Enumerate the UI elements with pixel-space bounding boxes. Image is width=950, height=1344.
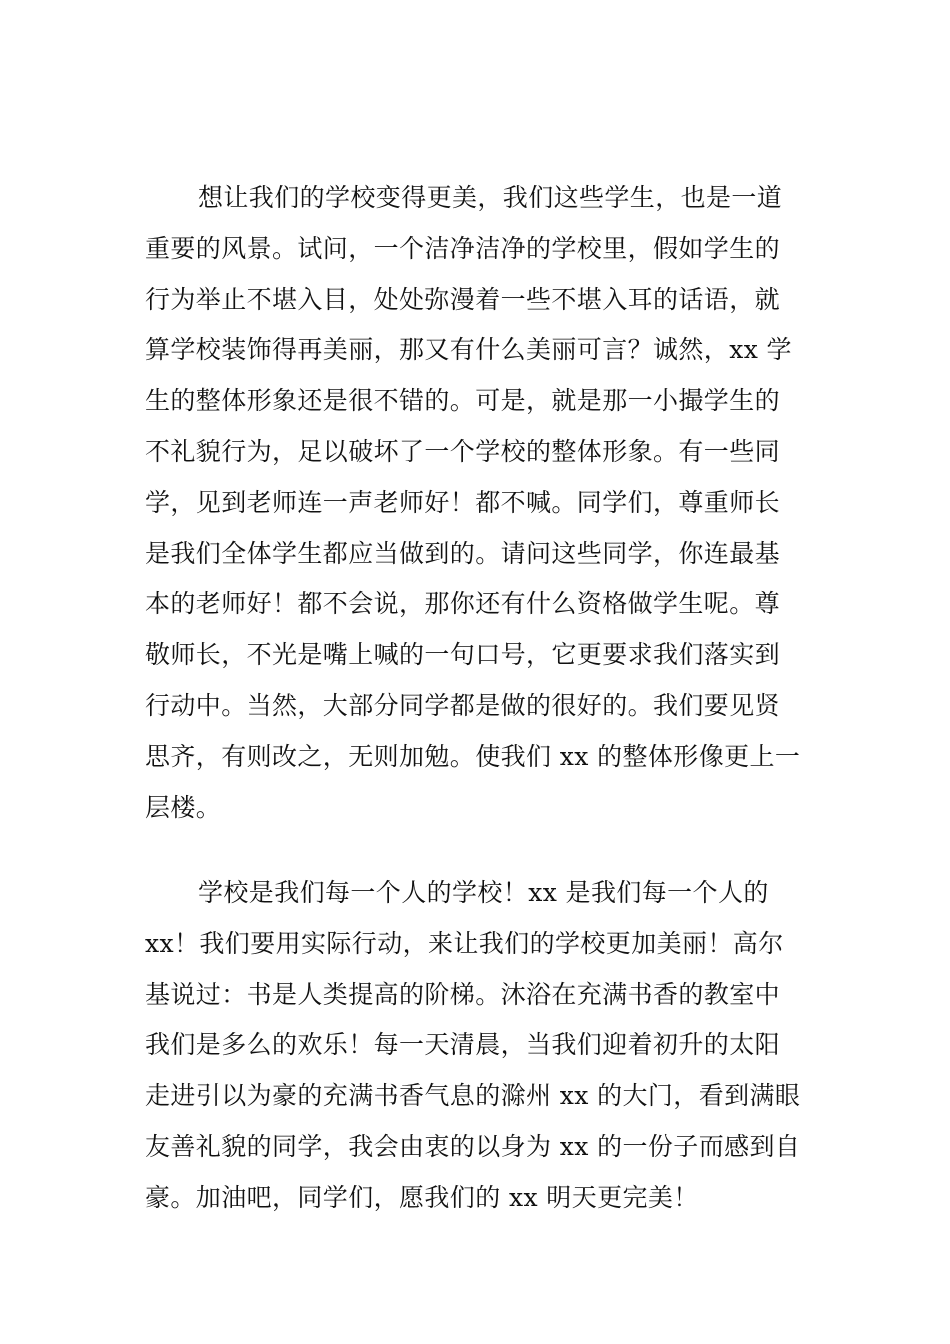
paragraph-1 — [145, 173, 815, 833]
paragraph-line: xx！我们要用实际行动，来让我们的学校更加美丽！高尔 — [145, 928, 784, 958]
paragraph-line: 学，见到老师连一声老师好！都不喊。同学们，尊重师长 — [145, 487, 781, 517]
paragraph-line: 基说过：书是人类提高的阶梯。沐浴在充满书香的教室中 — [145, 979, 781, 1009]
paragraph-line: 行为举止不堪入目，处处弥漫着一些不堪入耳的话语，就 — [145, 284, 781, 314]
paragraph-2 — [145, 868, 815, 1224]
paragraph-line: 学校是我们每一个人的学校！xx 是我们每一个人的 — [198, 878, 769, 907]
paragraph-line: 重要的风景。试问，一个洁净洁净的学校里，假如学生的 — [145, 233, 781, 263]
paragraph-line: 敬师长，不光是嘴上喊的一句口号，它更要求我们落实到 — [145, 640, 781, 670]
paragraph-line: 友善礼貌的同学，我会由衷的以身为 xx 的一份子而感到自 — [145, 1131, 801, 1161]
paragraph-line: 算学校装饰得再美丽，那又有什么美丽可言？诚然，xx 学 — [145, 335, 792, 365]
paragraph-line: 行动中。当然，大部分同学都是做的很好的。我们要见贤 — [145, 690, 781, 720]
paragraph-line: 走进引以为豪的充满书香气息的滁州 xx 的大门，看到满眼 — [145, 1081, 801, 1111]
paragraph-line: 思齐，有则改之，无则加勉。使我们 xx 的整体形像更上一 — [145, 741, 801, 771]
paragraph-line: 我们是多么的欢乐！每一天清晨，当我们迎着初升的太阳 — [145, 1030, 781, 1060]
paragraph-line: 是我们全体学生都应当做到的。请问这些同学，你连最基 — [145, 538, 781, 568]
paragraph-line: 想让我们的学校变得更美，我们这些学生，也是一道 — [198, 183, 783, 212]
paragraph-line: 豪。加油吧，同学们，愿我们的 xx 明天更完美！ — [145, 1182, 699, 1212]
paragraph-line: 生的整体形象还是很不错的。可是，就是那一小撮学生的 — [145, 386, 781, 416]
paragraph-line: 本的老师好！都不会说，那你还有什么资格做学生呢。尊 — [145, 589, 781, 619]
paragraph-line: 不礼貌行为，足以破坏了一个学校的整体形象。有一些同 — [145, 436, 781, 466]
paragraph-line: 层楼。 — [145, 792, 222, 822]
